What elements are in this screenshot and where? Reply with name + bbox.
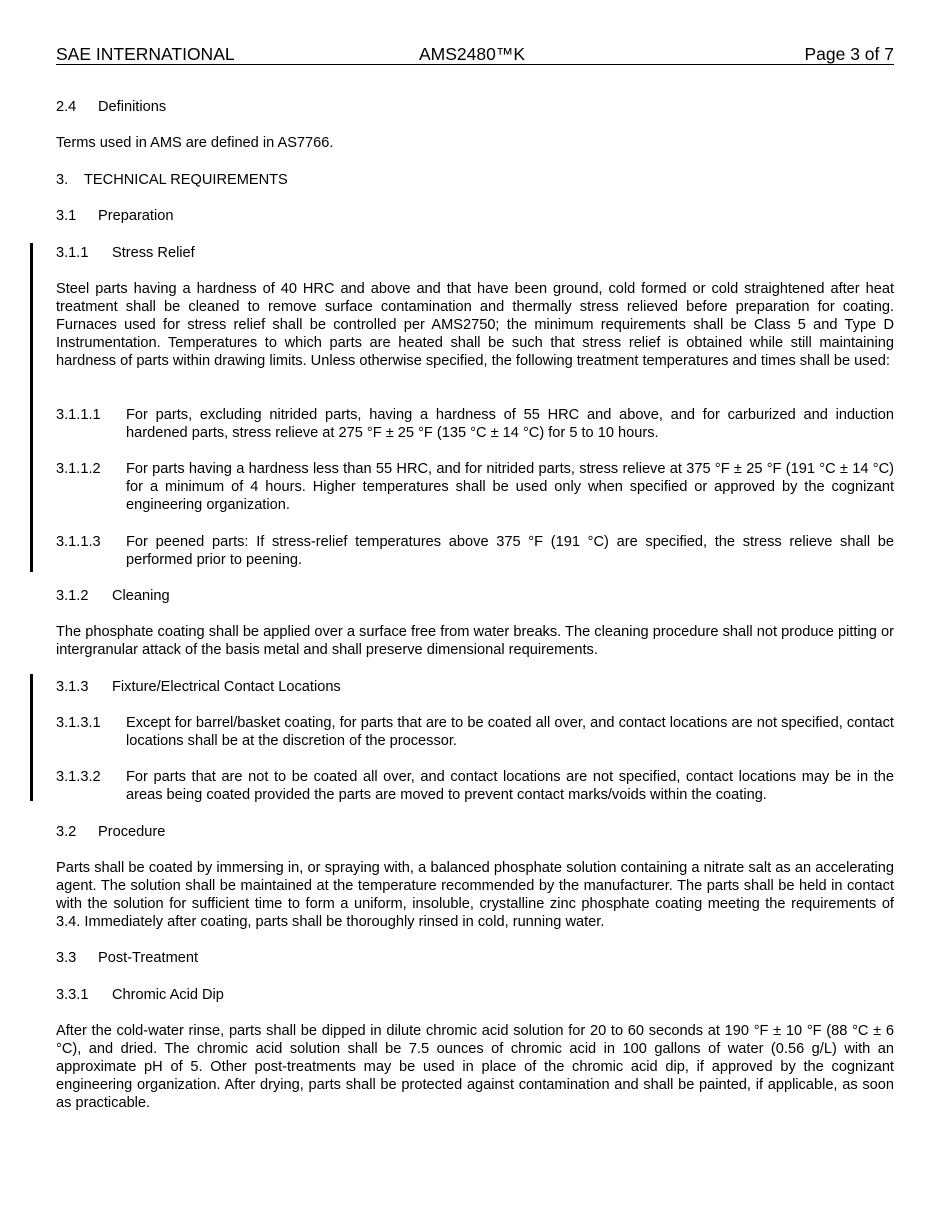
section-heading xyxy=(56,949,894,967)
section-title: Cleaning xyxy=(112,588,170,604)
section-title: Fixture/Electrical Contact Locations xyxy=(112,679,341,695)
item-number: 3.1.1.2 xyxy=(56,461,101,477)
item-text: For peened parts: If stress-relief temperatures above 375 °F (191 °C) are specified, the stress relieve shall be performed prior to peening. xyxy=(126,534,894,568)
section-number: 3.3.1 xyxy=(56,987,89,1003)
change-bar xyxy=(30,674,33,801)
item-number: 3.1.3.2 xyxy=(56,769,101,785)
section-heading xyxy=(56,98,894,116)
item-text: For parts having a hardness less than 55 HRC, and for nitrided parts, stress relieve at 375 °F ± 25 °F (191 °C ± 14 °C) for a minimum of 4 hours. Higher temperatures shall be used only when specified or approved by the cognizant engineering organization. xyxy=(126,461,894,513)
section-title: Definitions xyxy=(98,99,167,115)
item-text: Except for barrel/basket coating, for parts that are to be coated all over, and contact locations are not specified, contact locations shall be at the discretion of the processor. xyxy=(126,715,894,749)
header-page-number: Page 3 of 7 xyxy=(804,44,894,64)
item-text: For parts that are not to be coated all over, and contact locations are not specified, contact locations may be in the areas being coated provided the parts are moved to prevent contact marks/voids within the coating. xyxy=(126,769,894,803)
header-organization: SAE INTERNATIONAL xyxy=(56,44,235,64)
section-title: Stress Relief xyxy=(112,245,195,261)
section-number: 3.1 xyxy=(56,208,77,224)
section-heading xyxy=(56,171,894,189)
section-number: 3. xyxy=(56,172,69,188)
item-number: 3.1.1.1 xyxy=(56,407,101,423)
item-number: 3.1.1.3 xyxy=(56,534,101,550)
section-title: Preparation xyxy=(98,208,174,224)
section-heading xyxy=(56,244,894,262)
section-title: Procedure xyxy=(98,824,166,840)
paragraph: Terms used in AMS are defined in AS7766. xyxy=(56,135,334,151)
section-title: Chromic Acid Dip xyxy=(112,987,224,1003)
section-heading xyxy=(56,823,894,841)
section-number: 3.3 xyxy=(56,950,77,966)
section-number: 3.1.3 xyxy=(56,679,89,695)
section-heading xyxy=(56,207,894,225)
item-number: 3.1.3.1 xyxy=(56,715,101,731)
page-header xyxy=(56,44,894,65)
section-heading xyxy=(56,678,894,696)
section-number: 3.2 xyxy=(56,824,77,840)
section-number: 3.1.1 xyxy=(56,245,89,261)
paragraph: The phosphate coating shall be applied over a surface free from water breaks. The cleaning procedure shall not produce pitting or intergranular attack of the basis metal and shall preserve dimensional requirements. xyxy=(56,624,894,658)
paragraph: Steel parts having a hardness of 40 HRC and above and that have been ground, cold formed or cold straightened after heat treatment shall be cleaned to remove surface contamination and thermally stress relieved before preparation for coating. Furnaces used for stress relief shall be controlled per AMS2750; the minimum requirements shall be Class 5 and Type D Instrumentation. Temperatures to which parts are heated shall be such that stress relief is obtained while still maintaining hardness of parts within drawing limits. Unless otherwise specified, the following treatment temperatures and times shall be used: xyxy=(56,281,894,369)
section-title: TECHNICAL REQUIREMENTS xyxy=(84,172,288,188)
section-number: 2.4 xyxy=(56,99,77,115)
item-text: For parts, excluding nitrided parts, having a hardness of 55 HRC and above, and for carburized and induction hardened parts, stress relieve at 275 °F ± 25 °F (135 °C ± 14 °C) for 5 to 10 hours. xyxy=(126,407,894,441)
header-document-id: AMS2480™K xyxy=(419,44,526,64)
section-heading xyxy=(56,986,894,1004)
paragraph: After the cold-water rinse, parts shall be dipped in dilute chromic acid solution for 20 to 60 seconds at 190 °F ± 10 °F (88 °C ± 6 °C), and dried. The chromic acid solution shall be 7.5 ounces of chromic acid in 100 gallons of water (0.56 g/L) with an approximate pH of 5. Other post-treatments may be used in place of the chromic acid dip, if approved by the cognizant engineering organization. After drying, parts shall be protected against contamination and shall be painted, if applicable, as soon as practicable. xyxy=(56,1023,894,1111)
section-heading xyxy=(56,587,894,605)
change-bar xyxy=(30,243,33,572)
section-number: 3.1.2 xyxy=(56,588,89,604)
section-title: Post-Treatment xyxy=(98,950,199,966)
paragraph: Parts shall be coated by immersing in, or spraying with, a balanced phosphate solution containing a nitrate salt as an accelerating agent. The solution shall be maintained at the temperature recommended by the manufacturer. The parts shall be held in contact with the solution for sufficient time to form a uniform, insoluble, crystalline zinc phosphate coating meeting the requirements of 3.4. Immediately after coating, parts shall be thoroughly rinsed in cold, running water. xyxy=(56,860,894,930)
